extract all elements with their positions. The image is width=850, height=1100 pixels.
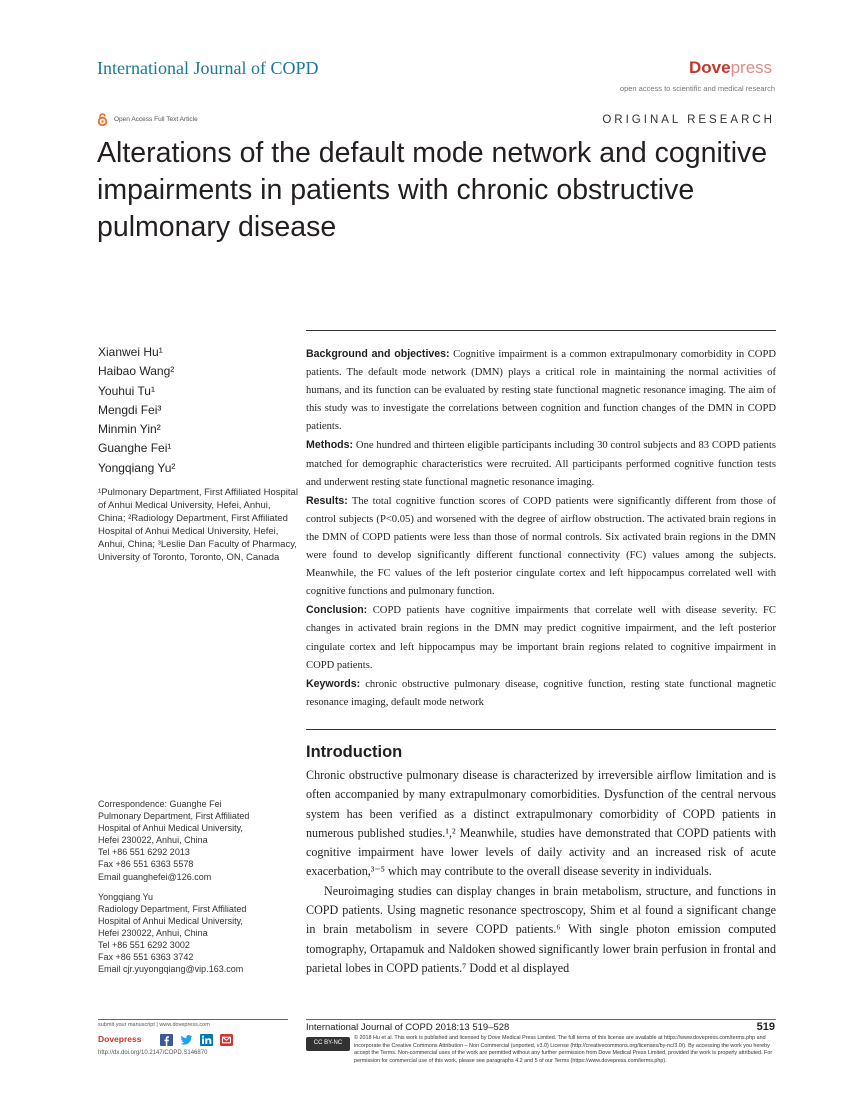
corr-dept: Radiology Department, First Affiliated	[98, 903, 247, 914]
abstract	[306, 345, 776, 712]
author[interactable]: Yongqiang Yu²	[98, 460, 176, 475]
corr-email[interactable]: Email cjr.yuyongqiang@vip.163.com	[98, 964, 244, 975]
article-title: Alterations of the default mode network and cognitive impairments in patients with chronic obstructive pulmonary disease	[97, 137, 768, 243]
correspondence	[98, 798, 298, 975]
open-access-badge	[97, 113, 198, 126]
open-access-icon	[97, 113, 108, 126]
corr-fax: Fax +86 551 6363 5578	[98, 859, 194, 870]
corr-email[interactable]: Email guanghefei@126.com	[98, 871, 212, 882]
submit-manuscript-link[interactable]: submit your manuscript | www.dovepress.com	[98, 1022, 210, 1028]
corr-tel: Tel +86 551 6292 2013	[98, 847, 190, 858]
abstract-bottom-rule	[306, 729, 776, 730]
doi-link[interactable]: http://dx.doi.org/10.2147/COPD.S146870	[98, 1050, 208, 1056]
footer-rule	[98, 1019, 288, 1020]
section-heading-introduction: Introduction	[306, 743, 403, 761]
corr-name: Yongqiang Yu	[98, 891, 154, 902]
creative-commons-icon[interactable]: CC BY-NC	[306, 1037, 350, 1051]
facebook-icon[interactable]	[160, 1033, 173, 1045]
social-links	[160, 1033, 233, 1045]
corr-tel: Tel +86 551 6292 3002	[98, 940, 190, 951]
linkedin-icon[interactable]	[200, 1033, 213, 1045]
corr-hospital: Hospital of Anhui Medical University,	[98, 823, 243, 834]
author[interactable]: Youhui Tu¹	[98, 383, 155, 398]
article-type: ORIGINAL RESEARCH	[602, 114, 775, 126]
paragraph: Neuroimaging studies can display changes in brain metabolism, structure, and functions in COPD patients. Using magnetic resonance spectroscopy, Shim et al found a significant change in brain metabolism in severe COPD patients.⁶ With single photon emission computed tomography, Ortapamuk and Naldoken showed significantly lower brain perfusion in frontal and parietal lobes in COPD patients.⁷ Dodd et al displayed	[306, 883, 776, 975]
author[interactable]: Guanghe Fei¹	[98, 441, 172, 456]
author[interactable]: Minmin Yin²	[98, 422, 161, 437]
paragraph: Chronic obstructive pulmonary disease is characterized by irreversible airflow limitation and is often accompanied by many extrapulmonary comorbidities. Dysfunction of the central nervous system has been verified as a distinct extrapulmonary comorbidity of COPD patients in numerous published studies.¹,² Meanwhile, studies have demonstrated that COPD patients with cognitive impairment have lower levels of daily activity and an increased risk of acute exacerbation,³⁻⁵ which may contribute to the overall disease severity in individuals.	[306, 768, 776, 879]
footer-publisher-logo[interactable]: Dovepress	[98, 1034, 142, 1044]
citation: International Journal of COPD 2018:13 519–528	[306, 1022, 510, 1033]
corr-name: Correspondence: Guanghe Fei	[98, 799, 222, 809]
corr-fax: Fax +86 551 6363 3742	[98, 952, 194, 963]
corr-city: Hefei 230022, Anhui, China	[98, 835, 208, 846]
author-list	[98, 343, 175, 478]
abstract-background: Background and objectives: Cognitive impairment is a common extrapulmonary comorbidity in COPD patients. The default mode network (DMN) plays a critical role in maintaining the normal activities of humans, and its function can be evaluated by resting state functional magnetic resonance imaging. The aim of this study was to investigate the correlations between cognition and function changes of the DMN in COPD patients.	[306, 348, 776, 433]
abstract-conclusion: Conclusion: COPD patients have cognitive impairments that correlate well with disease severity. FC changes in activated brain regions in the DMN may predict cognitive impairment, and the left posterior cingulate cortex and left hippocampus may be important brain regions related to cognitive impairment in COPD patients.	[306, 604, 776, 671]
affiliations: ¹Pulmonary Department, First Affiliated Hospital of Anhui Medical University, Hefei, Anhui, China; ²Radiology Department, First Affiliated Hospital of Anhui Medical University, Hefei, Anhui, China; ³Leslie Dan Faculty of Pharmacy, University of Toronto, Toronto, ON, Canada	[98, 487, 298, 563]
license-block	[306, 1035, 776, 1065]
page-number: 519	[756, 1021, 775, 1033]
abstract-results: Results: The total cognitive function scores of COPD patients were significantly different from those of control subjects (P<0.05) and worsened with the degree of airflow obstruction. The activated brain regions in the DMN of COPD patients were less than those of normal controls. Six activated brain regions in the DMN were found to develop significantly different functional connectivity (FC) values among the subjects. Meanwhile, the FC values of the left posterior cingulate cortex and left hippocampus correlated well with cognitive functions and pulmonary function.	[306, 494, 776, 598]
email-icon[interactable]	[220, 1033, 233, 1045]
brand-light: press	[730, 58, 773, 77]
license-text: © 2018 Hu et al. This work is published and licensed by Dove Medical Press Limited. The full terms of this license are available at https://www.dovepress.com/terms.php and incorporate the Creative Commons Attribution – Non Commercial (unported, v3.0) License (http://creativecommons.org/licenses/by-nc/3.0/). By accessing the work you hereby accept the Terms. Non-commercial uses of the work are permitted without any further permission from Dove Medical Press Limited, provided the work is properly attributed. For permission for commercial use of this work, please see paragraphs 4.2 and 5 of our Terms (https://www.dovepress.com/terms.php).	[354, 1035, 773, 1064]
publisher-logo[interactable]	[689, 58, 772, 78]
author[interactable]: Mengdi Fei³	[98, 402, 162, 417]
open-access-label: Open Access Full Text Article	[114, 116, 198, 123]
abstract-keywords: Keywords: chronic obstructive pulmonary disease, cognitive function, resting state functional magnetic resonance imaging, default mode network	[306, 677, 776, 708]
corr-city: Hefei 230022, Anhui, China	[98, 927, 208, 938]
author[interactable]: Xianwei Hu¹	[98, 345, 163, 359]
abstract-methods: Methods: One hundred and thirteen eligible participants including 30 control subjects and 83 COPD patients matched for demographic characteristics were recruited. All participants performed cognitive function tests and underwent resting state functional magnetic resonance imaging.	[306, 439, 776, 488]
author[interactable]: Haibao Wang²	[98, 364, 175, 379]
abstract-top-rule	[306, 330, 776, 331]
journal-name: International Journal of COPD	[97, 58, 319, 78]
publisher-tagline: open access to scientific and medical research	[619, 84, 775, 93]
corr-hospital: Hospital of Anhui Medical University,	[98, 915, 243, 926]
brand-dark: Dove	[689, 58, 731, 77]
footer-rule	[306, 1019, 776, 1020]
introduction-body	[306, 766, 776, 978]
twitter-icon[interactable]	[180, 1033, 193, 1045]
corr-dept: Pulmonary Department, First Affiliated	[98, 811, 250, 822]
